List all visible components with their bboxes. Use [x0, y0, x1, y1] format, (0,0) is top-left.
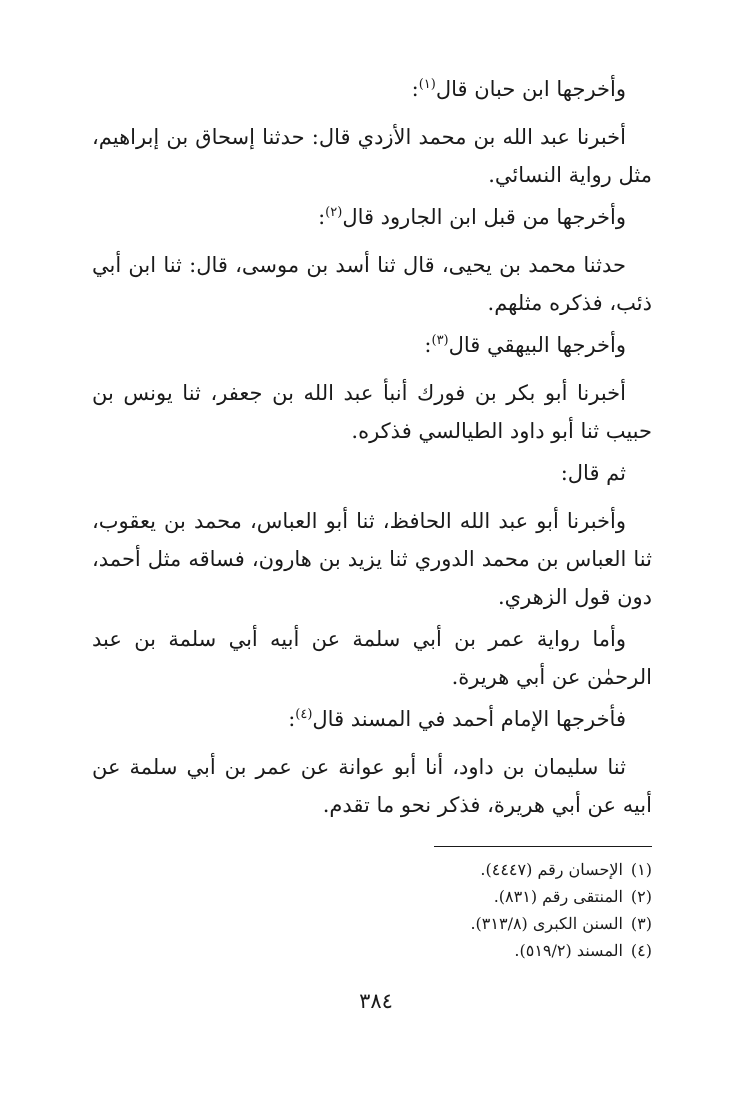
footnote-text: الإحسان رقم (٤٤٤٧). — [480, 860, 623, 879]
footnote-marker: (٣) — [431, 333, 449, 348]
paragraph-text: وأخبرنا أبو عبد الله الحافظ، ثنا أبو العباس، محمد بن يعقوب، ثنا العباس بن محمد الدوري ثنا يزيد بن هارون، فساقه مثل أحمد، دون قول الزهري. — [92, 509, 652, 609]
paragraph-muhammad-yahya — [92, 246, 652, 322]
footnote-1 — [92, 860, 652, 880]
paragraph-text: وأخرجها البيهقي قال — [448, 333, 626, 357]
page-number: ٣٨٤ — [359, 989, 393, 1013]
footnote-text: المسند (٥١٩/٢). — [514, 941, 623, 960]
paragraph-abu-abdullah — [92, 502, 652, 616]
paragraph-text: أخبرنا أبو بكر بن فورك أنبأ عبد الله بن جعفر، ثنا يونس بن حبيب ثنا أبو داود الطيالسي فذكره. — [92, 381, 652, 443]
footnote-4 — [92, 941, 652, 961]
paragraph-colon: : — [424, 333, 432, 357]
paragraph-text: ثم قال: — [560, 461, 626, 485]
paragraph-text: ثنا سليمان بن داود، أنا أبو عوانة عن عمر بن أبي سلمة عن أبيه عن أبي هريرة، فذكر نحو ما تقدم. — [92, 755, 652, 817]
paragraph-abu-bakr — [92, 374, 652, 450]
footnote-number: (٣) — [630, 914, 652, 933]
paragraph-musnad-ahmad — [92, 700, 652, 738]
footnote-text: المنتقى رقم (٨٣١). — [493, 887, 623, 906]
paragraph-colon: : — [288, 707, 296, 731]
paragraph-umar-ibn-abi-salama — [92, 620, 652, 696]
paragraph-bayhaqi — [92, 326, 652, 364]
paragraph-thumma-qal — [92, 454, 652, 492]
paragraph-sulayman — [92, 748, 652, 824]
footnote-text: السنن الكبرى (٣١٣/٨). — [470, 914, 623, 933]
paragraph-text: فأخرجها الإمام أحمد في المسند قال — [312, 707, 626, 731]
paragraph-ibn-hibban — [92, 70, 652, 108]
footnote-marker: (١) — [418, 77, 436, 92]
paragraph-colon: : — [318, 205, 326, 229]
footnote-marker: (٢) — [325, 205, 343, 220]
paragraph-text: وأخرجها من قبل ابن الجارود قال — [342, 205, 626, 229]
footnote-marker: (٤) — [295, 707, 313, 722]
footnote-2 — [92, 887, 652, 907]
paragraph-azdi — [92, 118, 652, 194]
paragraph-text: وأما رواية عمر بن أبي سلمة عن أبيه أبي سلمة بن عبد الرحمٰن عن أبي هريرة. — [92, 627, 652, 689]
paragraph-ibn-jarud — [92, 198, 652, 236]
footnote-number: (٢) — [630, 887, 652, 906]
paragraph-colon: : — [411, 77, 419, 101]
footnote-3 — [92, 914, 652, 934]
footnote-number: (٤) — [630, 941, 652, 960]
footnote-number: (١) — [630, 860, 652, 879]
paragraph-text: حدثنا محمد بن يحيى، قال ثنا أسد بن موسى، قال: ثنا ابن أبي ذئب، فذكره مثلهم. — [92, 253, 652, 315]
footnote-divider — [434, 846, 652, 847]
paragraph-text: أخبرنا عبد الله بن محمد الأزدي قال: حدثنا إسحاق بن إبراهيم، مثل رواية النسائي. — [92, 125, 652, 187]
paragraph-text: وأخرجها ابن حبان قال — [435, 77, 626, 101]
